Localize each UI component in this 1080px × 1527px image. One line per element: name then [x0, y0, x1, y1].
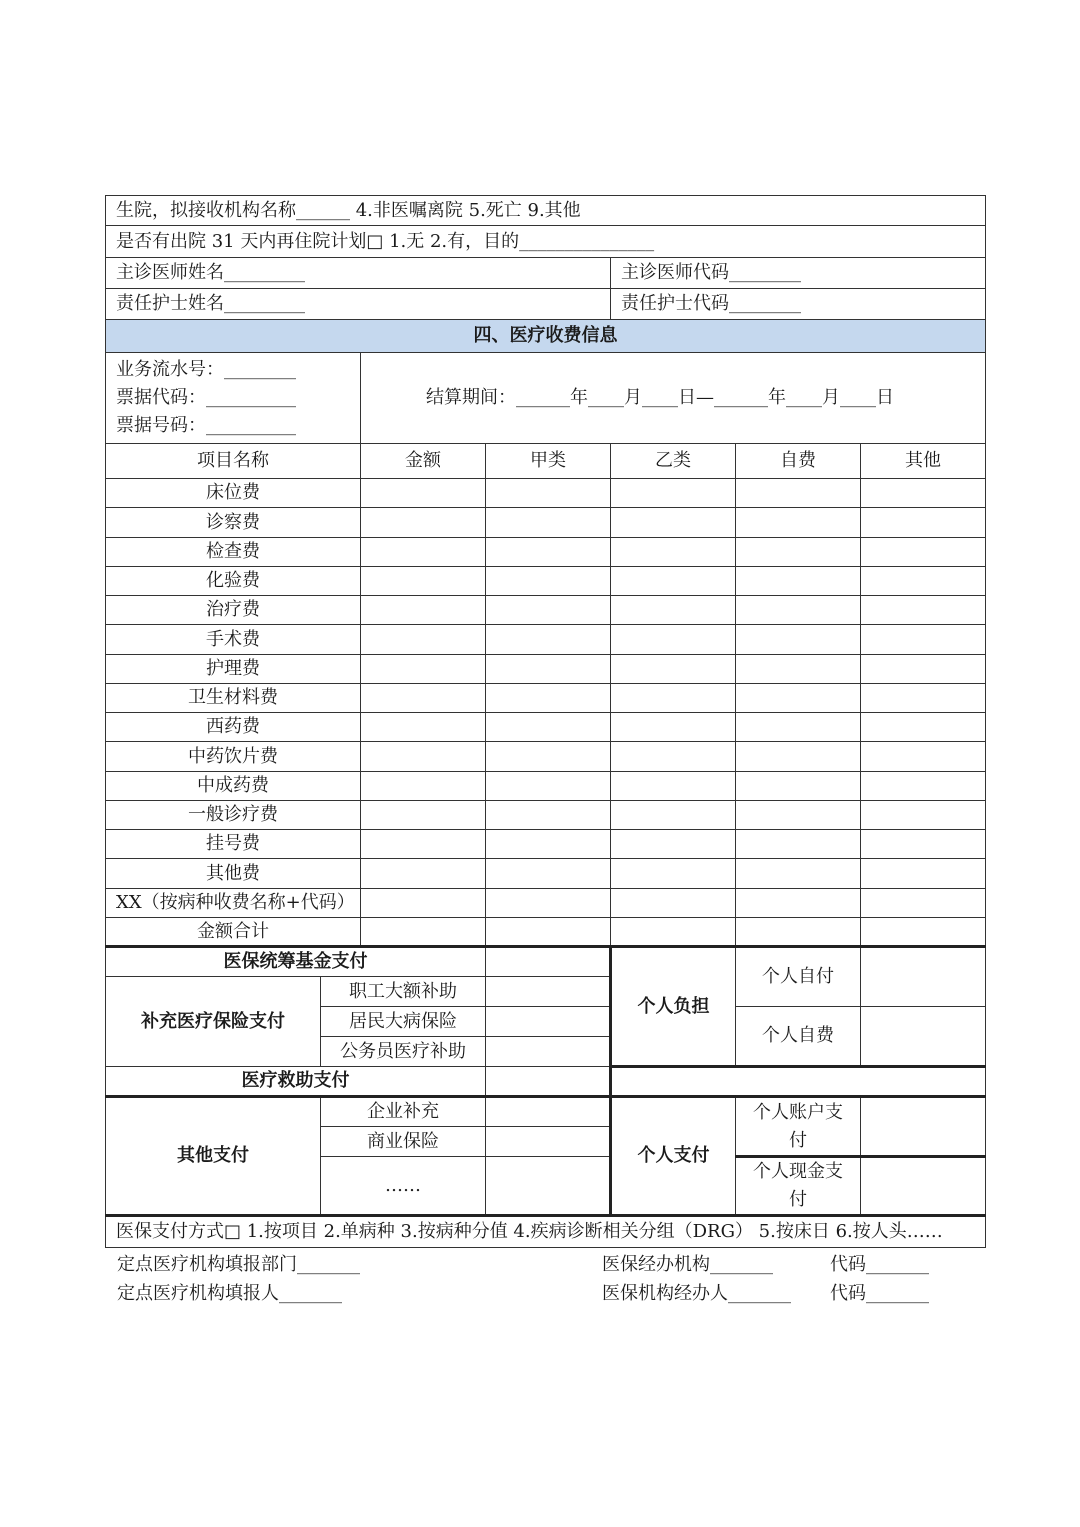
fee-cell: [611, 713, 736, 742]
enterprise-label: 企业补充: [321, 1097, 486, 1127]
fee-cell: [361, 479, 486, 508]
fee-cell: [736, 537, 861, 566]
fee-cell: [611, 742, 736, 771]
fee-cell: [861, 566, 986, 595]
fee-cell: [861, 625, 986, 654]
fee-cell: [486, 479, 611, 508]
fee-cell: [486, 800, 611, 829]
fee-row: [106, 508, 986, 537]
attending-doctor-name: 主诊医师姓名_________: [106, 258, 611, 289]
fee-item-name: 卫生材料费: [106, 683, 361, 712]
fee-cell: [861, 683, 986, 712]
fee-cell: [361, 683, 486, 712]
nurse-name: 责任护士姓名_________: [106, 289, 611, 320]
fee-cell: [611, 654, 736, 683]
fee-cell: [361, 654, 486, 683]
supplement-label: 补充医疗保险支付: [106, 977, 321, 1067]
header-item-name: 项目名称: [106, 444, 361, 479]
fee-cell: [361, 713, 486, 742]
readmission-plan: 是否有出院 31 天内再住院计划□ 1.无 2.有，目的_______________: [106, 226, 986, 258]
personal-burden-label: 个人负担: [611, 947, 736, 1067]
fee-cell: [486, 683, 611, 712]
fee-row: [106, 742, 986, 771]
fee-cell: [611, 683, 736, 712]
discharge-line: 生院，拟接收机构名称______ 4.非医嘱离院 5.死亡 9.其他: [106, 196, 986, 226]
fee-cell: [736, 713, 861, 742]
fee-row: [106, 771, 986, 800]
aid-spacer-2: [736, 1067, 986, 1097]
agency-code: 代码_______: [830, 1254, 929, 1275]
self-expense-value: [861, 1007, 986, 1067]
fee-cell: [736, 830, 861, 859]
self-pay-label: 个人自付: [736, 947, 861, 1007]
fee-cell: [361, 800, 486, 829]
personal-payment-label: 个人支付: [611, 1097, 736, 1216]
fee-row: [106, 566, 986, 595]
fee-cell: [611, 508, 736, 537]
fee-cell: [861, 800, 986, 829]
fund-payment-value: [486, 947, 611, 977]
settlement-period: 结算期间：______年____月____日—______年____月____日: [361, 353, 986, 444]
fee-row: [106, 537, 986, 566]
fee-cell: [736, 479, 861, 508]
fee-cell: [361, 742, 486, 771]
fee-cell: [861, 771, 986, 800]
fee-cell: [361, 625, 486, 654]
fee-item-name: 化验费: [106, 566, 361, 595]
account-pay-value: [861, 1097, 986, 1157]
fee-item-name: 一般诊疗费: [106, 800, 361, 829]
header-self-pay: 自费: [736, 444, 861, 479]
civil-servant-value: [486, 1037, 611, 1067]
other-payment-label: 其他支付: [106, 1097, 321, 1216]
fee-item-name: 手术费: [106, 625, 361, 654]
fee-cell: [861, 508, 986, 537]
fee-row: [106, 830, 986, 859]
fee-cell: [861, 479, 986, 508]
attending-doctor-code: 主诊医师代码________: [611, 258, 986, 289]
fee-cell: [486, 596, 611, 625]
fee-cell: [486, 654, 611, 683]
fee-row: [106, 713, 986, 742]
fee-cell: [611, 800, 736, 829]
fee-cell: [861, 713, 986, 742]
account-pay-label: 个人账户支付: [736, 1097, 861, 1157]
header-class-b: 乙类: [611, 444, 736, 479]
fee-cell: [486, 859, 611, 888]
fee-cell: [361, 917, 486, 946]
reporter: 定点医疗机构填报人_______: [117, 1283, 342, 1304]
commercial-label: 商业保险: [321, 1127, 486, 1157]
fee-item-name: 挂号费: [106, 830, 361, 859]
fee-cell: [611, 479, 736, 508]
fee-cell: [736, 566, 861, 595]
fee-item-name: 中成药费: [106, 771, 361, 800]
fee-row: [106, 683, 986, 712]
worker-subsidy-label: 职工大额补助: [321, 977, 486, 1007]
bill-code: 票据代码：__________: [116, 387, 296, 408]
enterprise-value: [486, 1097, 611, 1127]
agency-handler: 医保机构经办人_______: [602, 1283, 791, 1304]
fee-cell: [611, 566, 736, 595]
fee-item-name: 其他费: [106, 859, 361, 888]
fee-cell: [361, 830, 486, 859]
form-table: [105, 195, 986, 1248]
fee-cell: [486, 713, 611, 742]
self-expense-label: 个人自费: [736, 1007, 861, 1067]
fee-cell: [486, 537, 611, 566]
fee-cell: [486, 771, 611, 800]
fund-payment-label: 医保统筹基金支付: [106, 947, 486, 977]
fee-cell: [736, 683, 861, 712]
commercial-value: [486, 1127, 611, 1157]
fee-cell: [736, 888, 861, 917]
worker-subsidy-value: [486, 977, 611, 1007]
section-title: 四、医疗收费信息: [106, 320, 986, 353]
fee-cell: [611, 625, 736, 654]
fee-cell: [736, 771, 861, 800]
ellipsis-label: ……: [321, 1157, 486, 1216]
bill-number: 票据号码：__________: [116, 415, 296, 436]
fee-cell: [486, 742, 611, 771]
fee-cell: [736, 596, 861, 625]
serial-number: 业务流水号：________: [116, 359, 296, 380]
fee-row: [106, 654, 986, 683]
fee-cell: [361, 771, 486, 800]
fee-cell: [361, 888, 486, 917]
civil-servant-label: 公务员医疗补助: [321, 1037, 486, 1067]
nurse-code: 责任护士代码________: [611, 289, 986, 320]
fee-cell: [736, 859, 861, 888]
fee-cell: [361, 508, 486, 537]
fee-row: [106, 596, 986, 625]
fee-cell: [486, 566, 611, 595]
fee-cell: [361, 859, 486, 888]
fee-cell: [736, 508, 861, 537]
cash-pay-label: 个人现金支付: [736, 1157, 861, 1216]
cash-pay-value: [861, 1157, 986, 1216]
fee-row: [106, 917, 986, 946]
resident-insurance-value: [486, 1007, 611, 1037]
fee-cell: [861, 537, 986, 566]
aid-spacer: [611, 1067, 736, 1097]
fee-cell: [486, 830, 611, 859]
fee-cell: [861, 917, 986, 946]
fee-item-name: 诊察费: [106, 508, 361, 537]
header-other: 其他: [861, 444, 986, 479]
fee-cell: [861, 742, 986, 771]
fee-item-name: 西药费: [106, 713, 361, 742]
fee-item-name: 床位费: [106, 479, 361, 508]
fee-cell: [611, 596, 736, 625]
fee-cell: [611, 537, 736, 566]
ellipsis-value: [486, 1157, 611, 1216]
fee-item-name: 检查费: [106, 537, 361, 566]
fee-cell: [611, 859, 736, 888]
medical-aid-value: [486, 1067, 611, 1097]
fee-cell: [486, 917, 611, 946]
fee-item-name: XX（按病种收费名称+代码）: [106, 888, 361, 917]
fee-cell: [736, 917, 861, 946]
fee-cell: [611, 917, 736, 946]
fee-cell: [861, 596, 986, 625]
fee-item-name: 中药饮片费: [106, 742, 361, 771]
fee-cell: [736, 654, 861, 683]
fee-cell: [861, 888, 986, 917]
fee-cell: [486, 888, 611, 917]
fee-item-name: 金额合计: [106, 917, 361, 946]
header-amount: 金额: [361, 444, 486, 479]
fee-cell: [361, 566, 486, 595]
reporting-dept: 定点医疗机构填报部门_______: [117, 1254, 360, 1275]
fee-cell: [736, 800, 861, 829]
fee-cell: [736, 625, 861, 654]
insurance-agency: 医保经办机构_______: [602, 1254, 773, 1275]
fee-row: [106, 888, 986, 917]
fee-cell: [861, 859, 986, 888]
form-footer: [105, 1250, 985, 1308]
settlement-form: [105, 195, 985, 1248]
fee-cell: [361, 537, 486, 566]
bill-info: [106, 353, 361, 444]
handler-code: 代码_______: [830, 1283, 929, 1304]
self-pay-value: [861, 947, 986, 1007]
fee-cell: [611, 830, 736, 859]
fee-cell: [736, 742, 861, 771]
fee-row: [106, 800, 986, 829]
fee-rows: [106, 479, 986, 947]
fee-cell: [361, 596, 486, 625]
fee-cell: [611, 771, 736, 800]
fee-cell: [611, 888, 736, 917]
medical-aid-label: 医疗救助支付: [106, 1067, 486, 1097]
fee-cell: [486, 508, 611, 537]
fee-row: [106, 479, 986, 508]
header-class-a: 甲类: [486, 444, 611, 479]
fee-cell: [861, 654, 986, 683]
payment-method: 医保支付方式□ 1.按项目 2.单病种 3.按病种分值 4.疾病诊断相关分组（DRG） 5.按床日 6.按人头……: [106, 1216, 986, 1248]
resident-insurance-label: 居民大病保险: [321, 1007, 486, 1037]
fee-row: [106, 859, 986, 888]
fee-item-name: 护理费: [106, 654, 361, 683]
fee-row: [106, 625, 986, 654]
fee-cell: [486, 625, 611, 654]
fee-cell: [861, 830, 986, 859]
fee-item-name: 治疗费: [106, 596, 361, 625]
